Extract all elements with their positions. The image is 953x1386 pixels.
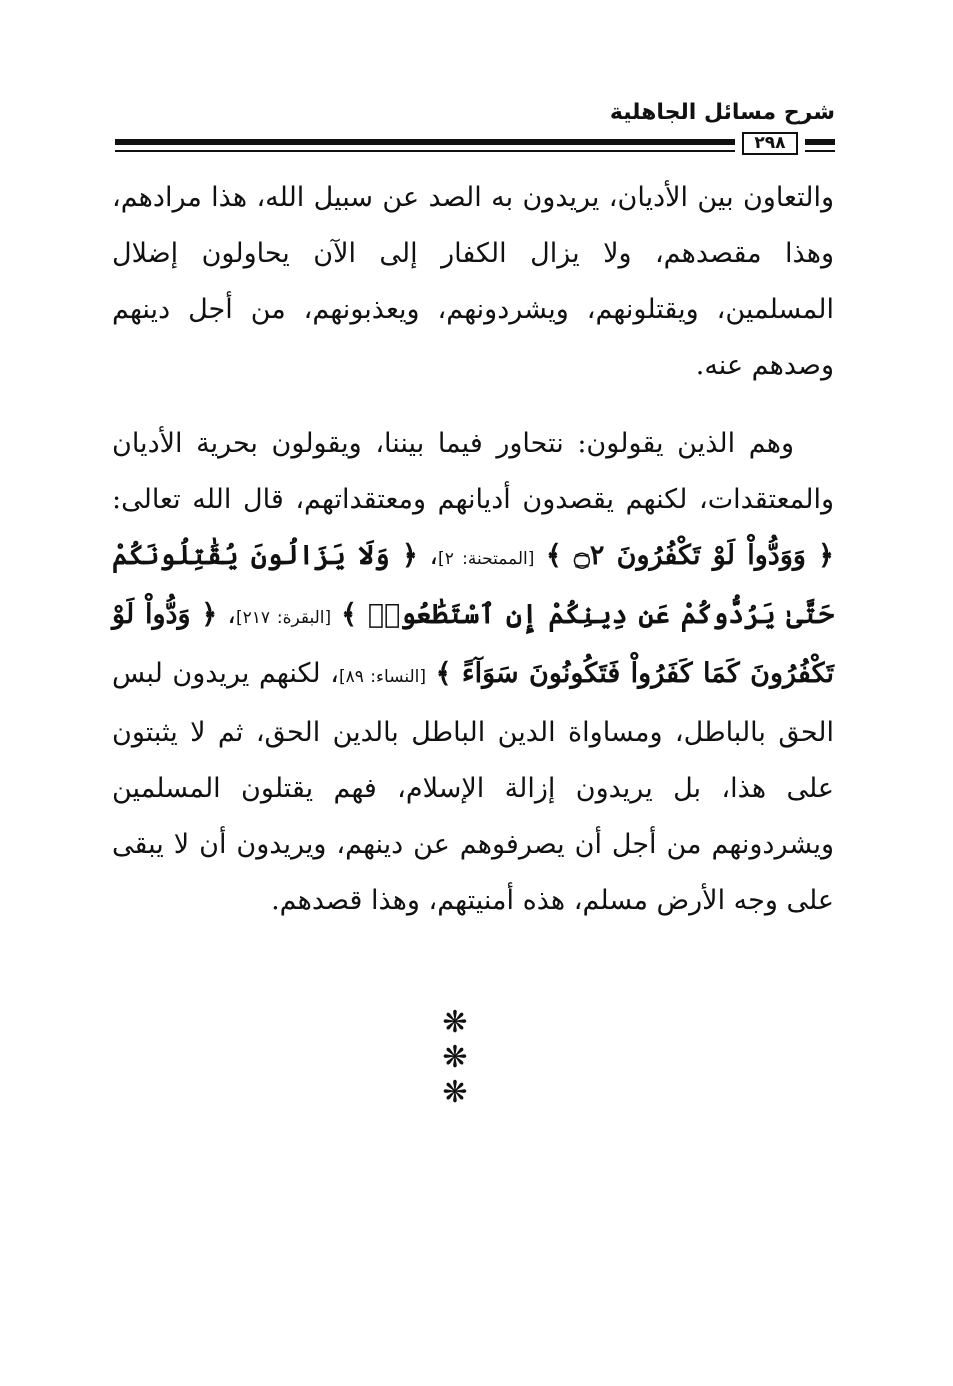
verse-reference-2: [البقرة: ٢١٧] [235, 608, 332, 628]
header-rule-thick [115, 139, 735, 145]
separator-1: ، [417, 540, 439, 571]
header-rule-right [805, 139, 835, 145]
quran-verse-1: ﴿ وَوَدُّواْ لَوْ تَكْفُرُونَ ۝٢ ﴾ [545, 540, 835, 571]
body-text [112, 170, 834, 929]
quran-verse-3: ﴿ وَدُّواْ لَوْ تَكْفُرُونَ كَمَا كَفَرُواْ فَتَكُونُونَ سَوَآءً ﴾ [112, 599, 834, 689]
separator-2: ، [217, 599, 236, 630]
verse-reference-3: [النساء: ٨٩] [338, 667, 427, 687]
paragraph-2 [112, 416, 834, 929]
header-rule-thin [115, 150, 735, 152]
paragraph-2-intro: وهم الذين يقولون: نتحاور فيما بيننا، ويقولون بحرية الأديان والمعتقدات، لكنهم يقصدون أديانهم ومعتقداتهم، قال الله تعالى: [112, 428, 834, 515]
page-number: ٢٩٨ [742, 132, 798, 155]
section-separator: ❋ ❋ ❋ [442, 1005, 508, 1110]
paragraph-1: والتعاون بين الأديان، يريدون به الصد عن سبيل الله، هذا مرادهم، وهذا مقصدهم، ولا يزال الكفار إلى الآن يحاولون إضلال المسلمين، ويقتلونهم، ويشردونهم، ويعذبونهم، من أجل دينهم وصدهم عنه. [112, 182, 834, 381]
header-rule-right-thin [805, 150, 835, 152]
page-header [115, 100, 835, 160]
book-title: شرح مسائل الجاهلية [609, 100, 835, 125]
paragraph-2-outro: ، لكنهم يريدون لبس الحق بالباطل، ومساواة الدين الباطل بالدين الحق، ثم لا يثبتون على هذا، بل يريدون إزالة الإسلام، فهم يقتلون المسلمين ويشردونهم من أجل أن يصرفوهم عن دينهم، ويريدون أن لا يبقى على وجه الأرض مسلم، هذه أمنيتهم، وهذا قصدهم. [112, 658, 834, 916]
verse-reference-1: [الممتحنة: ٢] [438, 549, 535, 569]
quran-verse-2: ﴿ وَلَا يَزَالُونَ يُقَٰتِلُونَكُمْ حَتَّىٰ يَرُدُّوكُمْ عَن دِينِكُمْ إِنِ ٱسْتَطَٰعُوا۟ ﴾ [112, 540, 835, 630]
